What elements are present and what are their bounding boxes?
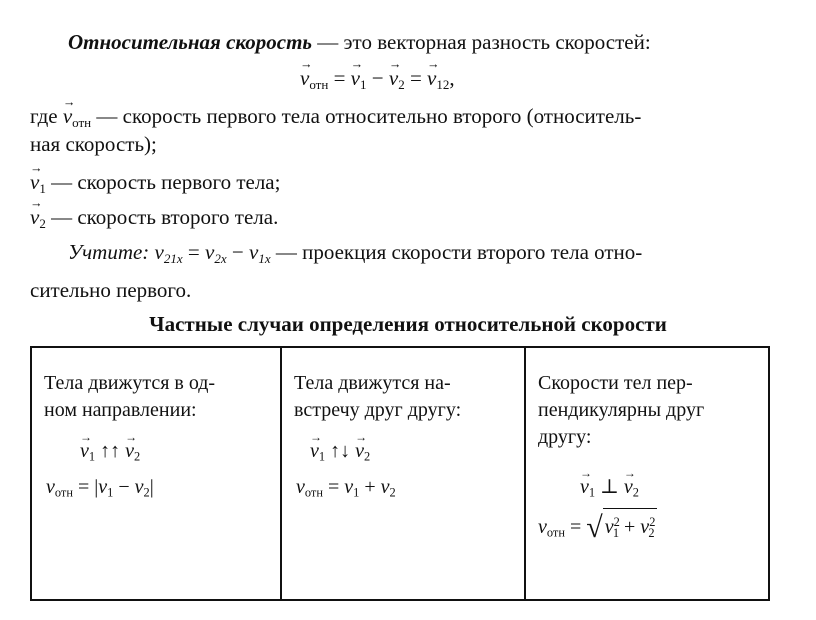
relative-velocity-formula: → $v_{отн}$ = → $v_1$ − → $v_2$ = → $v_{12}$, bbox=[300, 66, 455, 93]
v1-definition: → $v_1$ — скорость первого тела; bbox=[30, 170, 280, 197]
relation-antiparallel: → $v_1$ ↑↓ → $v_2$ bbox=[310, 438, 370, 471]
note-line: Учтите: v21x = v2x − v1x — проекция скорости второго тела отно- bbox=[68, 240, 643, 266]
relation-parallel: → $v_1$ ↑↑ → $v_2$ bbox=[80, 438, 140, 471]
where-line: где → $v_{отн}$ — скорость первого тела относительно второго (относитель- bbox=[30, 104, 641, 131]
result-same-direction: $v_{отн} = |v_1 - v_2|$ bbox=[46, 476, 154, 500]
definition-line bbox=[68, 30, 651, 55]
definition-term: Относительная скорость bbox=[68, 30, 313, 54]
definition-text: — это векторная разность скоростей: bbox=[317, 30, 651, 54]
case-same-direction: Тела движутся в од- ном направлении: → $v_1$ ↑↑ → $v_2$ $v_{отн} = |v_1 - v_2|$ bbox=[32, 348, 280, 599]
result-perpendicular: $v_{отн}$ = √ $v^2_1 + v^2_2$ bbox=[538, 508, 657, 547]
table-title: Частные случаи определения относительной скорости bbox=[149, 312, 667, 336]
v2-definition: → $v_2$ — скорость второго тела. bbox=[30, 205, 278, 232]
where-line-cont: ная скорость); bbox=[30, 132, 157, 156]
note-label: Учтите: bbox=[68, 240, 150, 264]
note-line-cont: сительно первого. bbox=[30, 278, 192, 302]
special-cases-table bbox=[30, 346, 770, 601]
case-opposite-direction: Тела движутся на- встречу друг другу: → $v_1$ ↑↓ → $v_2$ $v_{отн} = v_1 + v_2$ bbox=[280, 348, 524, 599]
result-opposite-direction: $v_{отн} = v_1 + v_2$ bbox=[296, 476, 396, 500]
relation-perpendicular: → $v_1$ ⊥ → $v_2$ bbox=[580, 474, 639, 507]
case-perpendicular: Скорости тел пер- пендикулярны друг другу: → $v_1$ ⊥ → $v_2$ $v_{отн}$ = √ $v^2_1 + v^2_2$ bbox=[524, 348, 768, 599]
